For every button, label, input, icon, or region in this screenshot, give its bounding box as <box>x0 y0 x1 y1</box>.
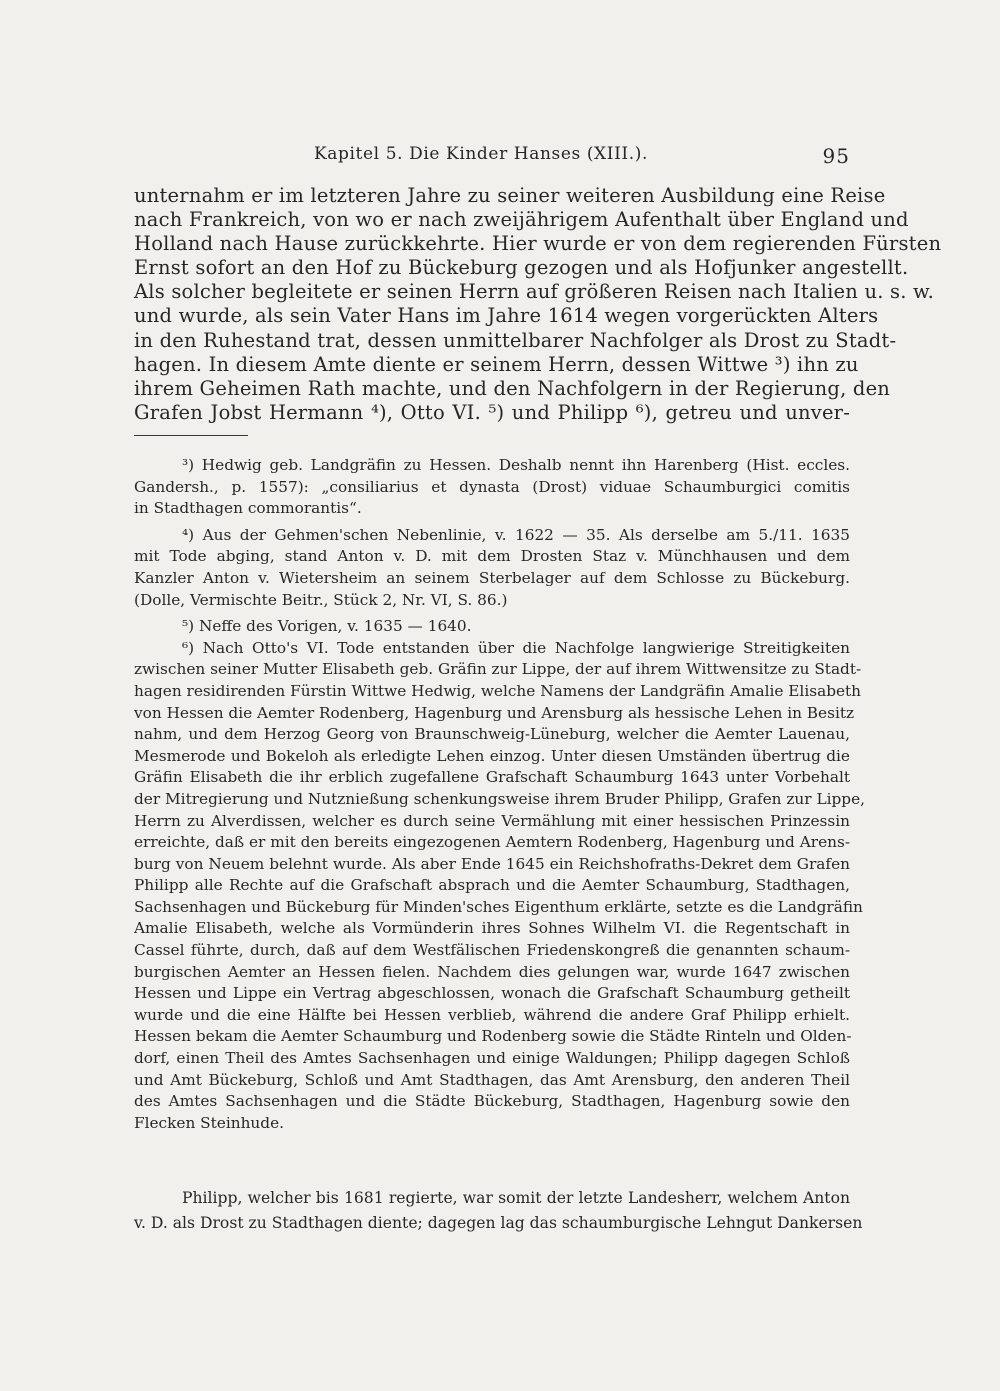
text-line: und wurde, als sein Vater Hans im Jahre 1614 wegen vorgerückten Alters <box>134 304 879 328</box>
footnote-6 <box>134 638 866 1135</box>
footnote-line: burgischen Aemter an Hessen fielen. Nachdem dies gelungen war, wurde 1647 zwischen <box>134 962 850 981</box>
footnote-line: Hessen bekam die Aemter Schaumburg und Rodenberg sowie die Städte Rinteln und Olden- <box>134 1027 852 1046</box>
footnote-line: nahm, und dem Herzog Georg von Braunschweig-Lüneburg, welcher die Aemter Lauenau, <box>134 725 850 744</box>
closing-paragraph <box>134 1186 863 1236</box>
text-line: ihrem Geheimen Rath machte, und den Nachfolgern in der Regierung, den <box>134 376 891 400</box>
text-line: Als solcher begleitete er seinen Herrn auf größeren Reisen nach Italien u. s. w. <box>134 280 934 304</box>
footnote-4 <box>134 525 850 611</box>
footnote-5 <box>134 616 850 638</box>
footnote-separator <box>134 435 248 436</box>
running-head <box>134 144 850 168</box>
text-line: v. D. als Drost zu Stadthagen diente; dagegen lag das schaumburgische Lehngut Dankersen <box>134 1214 863 1232</box>
footnote-line: dorf, einen Theil des Amtes Sachsenhagen und einige Waldungen; Philipp dagegen Schloß <box>134 1049 850 1068</box>
footnote-line: ⁴) Aus der Gehmen'schen Nebenlinie, v. 1622 — 35. Als derselbe am 5./11. 1635 <box>182 525 850 544</box>
text-line: Philipp, welcher bis 1681 regierte, war somit der letzte Landesherr, welchem Anton <box>182 1189 850 1207</box>
footnote-line: Gräfin Elisabeth die ihr erblich zugefallene Grafschaft Schaumburg 1643 unter Vorbehalt <box>134 768 850 787</box>
footnote-line: ⁵) Neffe des Vorigen, v. 1635 — 1640. <box>182 617 472 636</box>
footnote-line: Philipp alle Rechte auf die Grafschaft absprach und die Aemter Schaumburg, Stadthagen, <box>134 876 850 895</box>
footnote-3 <box>134 455 850 520</box>
footnote-line: Herrn zu Alverdissen, welcher es durch seine Vermählung mit einer hessischen Prinzessin <box>134 811 850 830</box>
footnote-line: Cassel führte, durch, daß auf dem Westfälischen Friedenskongreß die genannten schaum- <box>134 941 850 960</box>
text-line: Grafen Jobst Hermann ⁴), Otto VI. ⁵) und Philipp ⁶), getreu und unver- <box>134 400 850 424</box>
footnote-line: Mesmerode und Bokeloh als erledigte Lehen einzog. Unter diesen Umständen übertrug die <box>134 746 850 765</box>
footnote-line: (Dolle, Vermischte Beitr., Stück 2, Nr. VI, S. 86.) <box>134 590 508 609</box>
footnote-line: Gandersh., p. 1557): „consiliarius et dynasta (Drost) viduae Schaumburgici comitis <box>134 477 850 496</box>
footnote-line: mit Tode abging, stand Anton v. D. mit dem Drosten Staz v. Münchhausen und dem <box>134 547 850 566</box>
text-line: unternahm er im letzteren Jahre zu seiner weiteren Ausbildung eine Reise <box>134 184 886 207</box>
footnote-line: Sachsenhagen und Bückeburg für Minden'sches Eigenthum erklärte, setzte es die Landgräfin <box>134 897 863 916</box>
main-paragraph <box>134 184 942 425</box>
footnote-line: ³) Hedwig geb. Landgräfin zu Hessen. Deshalb nennt ihn Harenberg (Hist. eccles. <box>182 456 850 474</box>
running-title: Kapitel 5. Die Kinder Hanses (XIII.). <box>314 144 648 164</box>
footnote-line: Amalie Elisabeth, welche als Vormünderin ihres Sohnes Wilhelm VI. die Regentschaft in <box>134 919 850 938</box>
footnote-line: wurde und die eine Hälfte bei Hessen verblieb, während die andere Graf Philipp erhielt. <box>134 1005 850 1024</box>
footnote-line: burg von Neuem belehnt wurde. Als aber Ende 1645 ein Reichshofraths-Dekret dem Grafen <box>134 854 850 873</box>
footnote-line: erreichte, daß er mit den bereits eingezogenen Aemtern Rodenberg, Hagenburg und Arens- <box>134 833 850 852</box>
footnote-line: Flecken Steinhude. <box>134 1113 284 1132</box>
page-number: 95 <box>822 144 850 168</box>
text-line: Holland nach Hause zurückkehrte. Hier wurde er von dem regierenden Fürsten <box>134 232 942 256</box>
footnote-line: in Stadthagen commorantis“. <box>134 499 362 518</box>
text-line: in den Ruhestand trat, dessen unmittelbarer Nachfolger als Drost zu Stadt- <box>134 328 897 352</box>
footnote-line: ⁶) Nach Otto's VI. Tode entstanden über die Nachfolge langwierige Streitigkeiten <box>182 638 850 657</box>
footnote-line: und Amt Bückeburg, Schloß und Amt Stadthagen, das Amt Arensburg, den anderen Theil <box>134 1070 850 1089</box>
text-line: hagen. In diesem Amte diente er seinem Herrn, dessen Wittwe ³) ihn zu <box>134 352 859 376</box>
footnote-line: zwischen seiner Mutter Elisabeth geb. Gräfin zur Lippe, der auf ihrem Wittwensitze zu Stadt- <box>134 660 862 679</box>
footnote-line: hagen residirenden Fürstin Wittwe Hedwig, welche Namens der Landgräfin Amalie Elisabeth <box>134 681 862 700</box>
footnote-line: Kanzler Anton v. Wietersheim an seinem Sterbelager auf dem Schlosse zu Bückeburg. <box>134 568 850 587</box>
text-line: nach Frankreich, von wo er nach zweijährigem Aufenthalt über England und <box>134 208 909 232</box>
footnote-line: von Hessen die Aemter Rodenberg, Hagenburg und Arensburg als hessische Lehen in Besitz <box>134 703 855 722</box>
footnote-line: des Amtes Sachsenhagen und die Städte Bückeburg, Stadthagen, Hagenburg sowie den <box>134 1092 850 1111</box>
footnotes <box>134 455 866 1134</box>
text-line: Ernst sofort an den Hof zu Bückeburg gezogen und als Hofjunker angestellt. <box>134 256 909 280</box>
footnote-line: Hessen und Lippe ein Vertrag abgeschlossen, wonach die Grafschaft Schaumburg getheilt <box>134 984 850 1003</box>
footnote-line: der Mitregierung und Nutznießung schenkungsweise ihrem Bruder Philipp, Grafen zur Lippe, <box>134 789 866 808</box>
